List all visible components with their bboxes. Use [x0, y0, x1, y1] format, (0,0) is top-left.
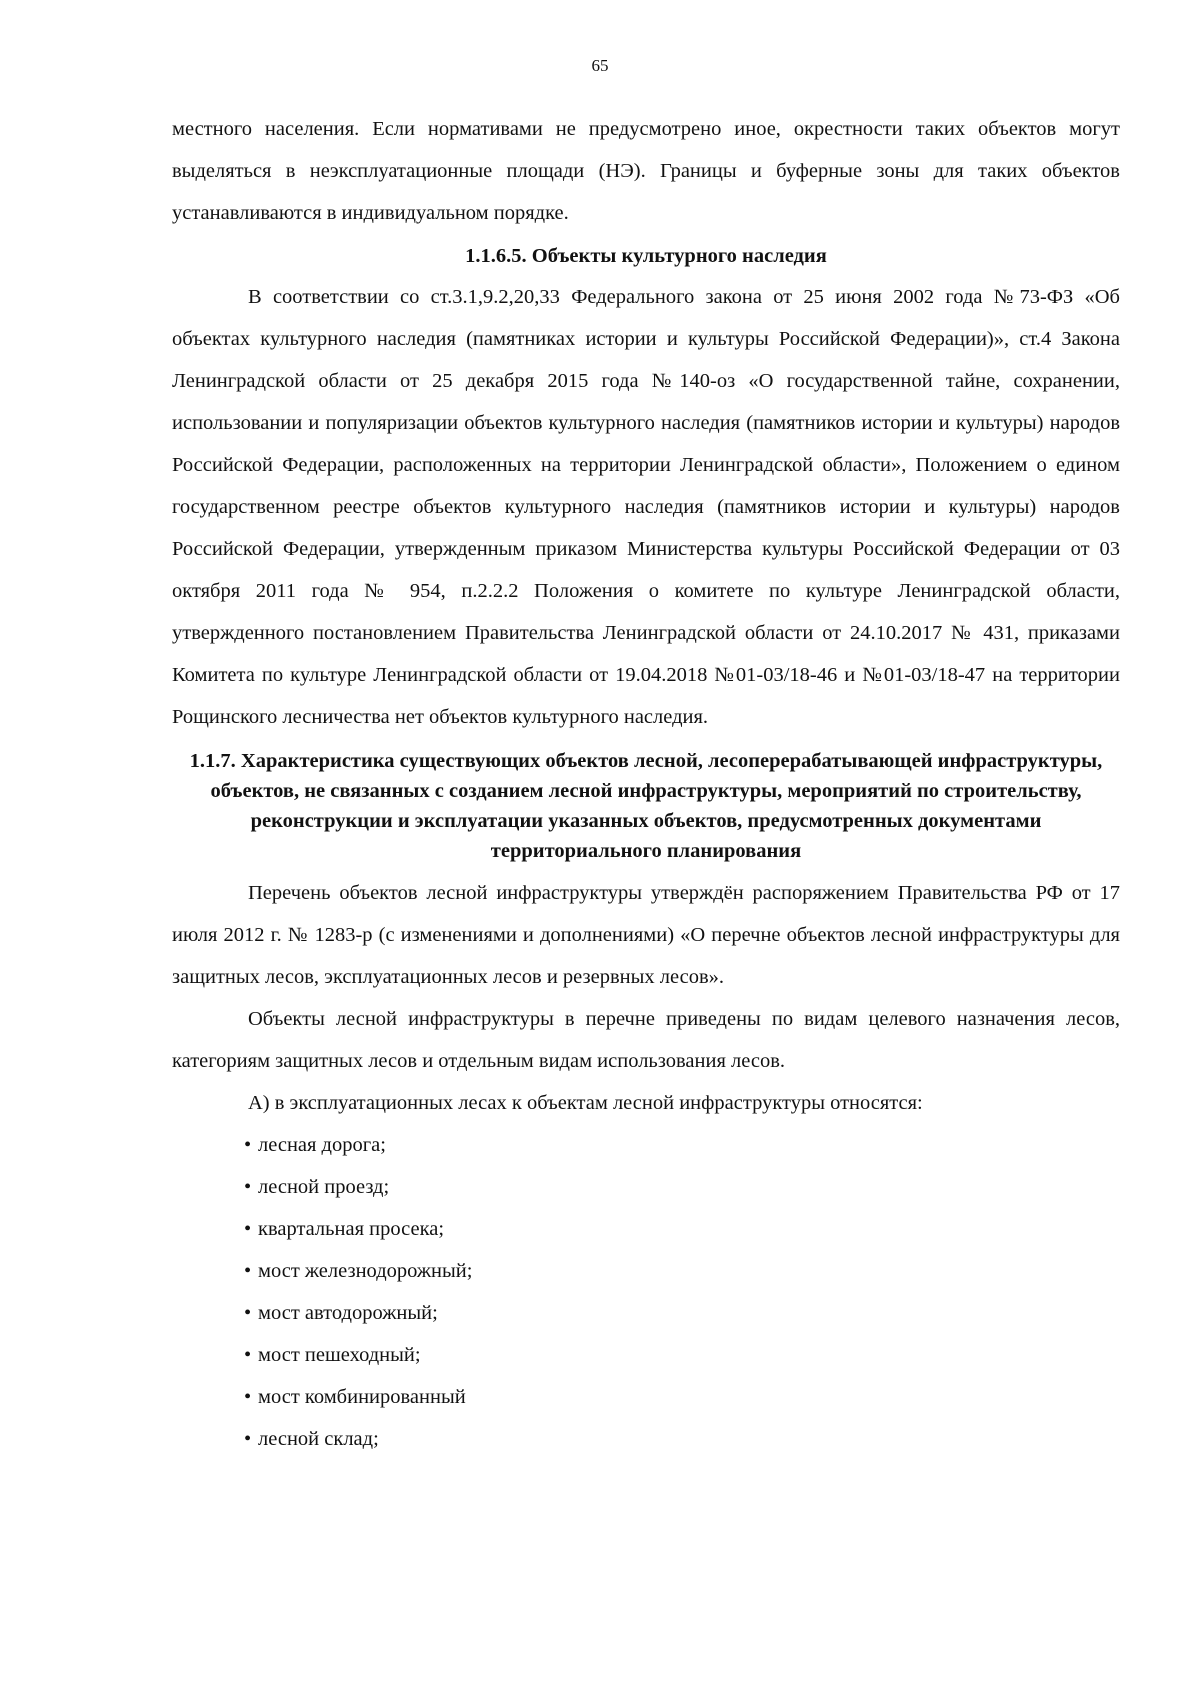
bullet-icon: •	[244, 1260, 252, 1282]
paragraph-cultural-heritage: В соответствии со ст.3.1,9.2,20,33 Федерального закона от 25 июня 2002 года №73-ФЗ «Об объектах культурного наследия (памятниках истории и культуры Российской Федерации)», ст.4 Закона Ленинградской области от 25 декабря 2015 года №140-оз «О государственной тайне, сохранении, использовании и популяризации объектов культурного наследия (памятников истории и культуры) народов Российской Федерации, расположенных на территории Ленинградской области», Положением о едином государственном реестре объектов культурного наследия (памятников истории и культуры) народов Российской Федерации, утвержденным приказом Министерства культуры Российской Федерации от 03 октября 2011 года № 954, п.2.2.2 Положения о комитете по культуре Ленинградской области, утвержденного постановлением Правительства Ленинградской области от 24.10.2017 № 431, приказами Комитета по культуре Ленинградской области от 19.04.2018 №01-03/18-46 и №01-03/18-47 на территории Рощинского лесничества нет объектов культурного наследия.	[172, 286, 1120, 728]
bullet-icon: •	[244, 1302, 252, 1324]
section-heading-1-1-7: 1.1.7. Характеристика существующих объектов лесной, лесоперерабатывающей инфраструктуры, объектов, не связанных с созданием лесной инфраструктуры, мероприятий по строительству, реконструкции и эксплуатации указанных объектов, предусмотренных документами территориального планирования	[189, 750, 1103, 862]
list-item: • лесной проезд;	[172, 1166, 1120, 1208]
list-item: • мост автодорожный;	[172, 1292, 1120, 1334]
list-item: • лесная дорога;	[172, 1124, 1120, 1166]
page-number: 65	[591, 56, 609, 75]
bullet-icon: •	[244, 1134, 252, 1156]
paragraph-infrastructure-list: Перечень объектов лесной инфраструктуры утверждён распоряжением Правительства РФ от 17 июля 2012 г. № 1283-р (с изменениями и дополнениями) «О перечне объектов лесной инфраструктуры для защитных лесов, эксплуатационных лесов и резервных лесов».	[172, 882, 1120, 988]
list-item: • мост комбинированный	[172, 1376, 1120, 1418]
paragraph-continuation: местного населения. Если нормативами не предусмотрено иное, окрестности таких объектов могут выделяться в неэксплуатационные площади (НЭ). Границы и буферные зоны для таких объектов устанавливаются в индивидуальном порядке.	[172, 118, 1120, 224]
bullet-icon: •	[244, 1176, 252, 1198]
list-item: • лесной склад;	[172, 1418, 1120, 1460]
bullet-icon: •	[244, 1428, 252, 1450]
list-item: • мост пешеходный;	[172, 1334, 1120, 1376]
bullet-icon: •	[244, 1386, 252, 1408]
page-content	[172, 108, 1120, 1460]
bullet-icon: •	[244, 1218, 252, 1240]
paragraph-infrastructure-types: Объекты лесной инфраструктуры в перечне приведены по видам целевого назначения лесов, категориям защитных лесов и отдельным видам использования лесов.	[172, 1008, 1120, 1072]
bullet-icon: •	[244, 1344, 252, 1366]
infrastructure-bullet-list	[172, 1124, 1120, 1460]
list-item: • квартальная просека;	[172, 1208, 1120, 1250]
section-heading-1-1-6-5: 1.1.6.5. Объекты культурного наследия	[465, 245, 827, 267]
list-item: • мост железнодорожный;	[172, 1250, 1120, 1292]
paragraph-exploitation-forests: А) в эксплуатационных лесах к объектам лесной инфраструктуры относятся:	[248, 1092, 923, 1114]
